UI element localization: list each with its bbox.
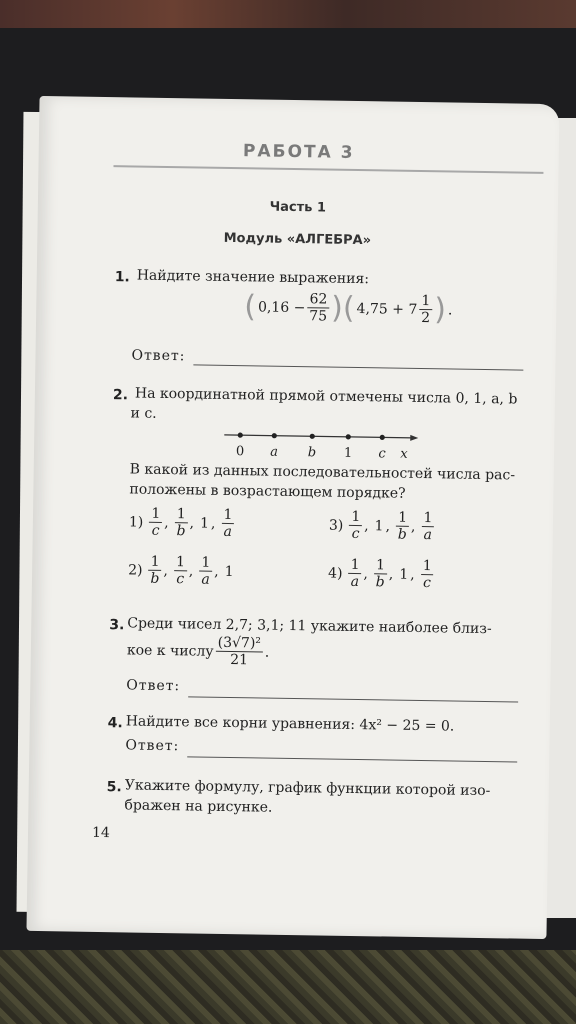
- q2-question-2: положены в возрастающем порядке?: [129, 481, 406, 502]
- option-fraction: $\frac{1}{b}$: [176, 506, 186, 540]
- page-number: 14: [91, 824, 110, 842]
- answer-option-2[interactable]: 2) $\frac{1}{b}$ , $\frac{1}{c}$ , $\frac{1}{a}$ , 1: [128, 553, 234, 588]
- q2-line-1: На координатной прямой отмечены числа 0, 1, a, b: [134, 385, 518, 408]
- q2-options: [128, 505, 530, 611]
- number-line-label: x: [400, 446, 408, 462]
- q3-number: 3.: [109, 617, 125, 634]
- option-fraction: $\frac{1}{c}$: [149, 506, 162, 539]
- background-carpet: [0, 0, 576, 28]
- q3-line-1: Среди чисел 2,7; 3,1; 11 укажите наиболее близ-: [127, 615, 492, 638]
- q4-answer-line[interactable]: [187, 756, 517, 762]
- option-fraction: $\frac{1}{a}$: [348, 557, 361, 590]
- option-label: 2): [128, 561, 143, 579]
- number-line-point: [272, 433, 277, 438]
- number-line: [222, 427, 423, 466]
- option-fraction: $\frac{1}{a}$: [421, 510, 434, 543]
- number-line-point: [346, 434, 351, 439]
- option-fraction: $\frac{1}{c}$: [349, 509, 362, 542]
- option-term: 1: [224, 563, 234, 580]
- q5-line-1: Укажите формулу, график функции которой изо-: [124, 777, 491, 800]
- option-term: 1: [199, 515, 210, 532]
- part-heading: Часть 1: [269, 199, 327, 216]
- page-title: РАБОТА 3: [242, 141, 355, 163]
- q1-answer-label: Ответ:: [131, 347, 186, 365]
- number-line-point: [380, 435, 385, 440]
- q1-expr-b: 4,75 + 7: [356, 300, 418, 318]
- q3-line-2: кое к числу $\frac{\text{(3√7)²}}{21}$ .: [126, 634, 270, 669]
- title-rule: [113, 165, 543, 174]
- answer-option-3[interactable]: 3) $\frac{1}{c}$ , 1 , $\frac{1}{b}$ , $\frac{1}{a}$: [328, 508, 433, 544]
- q3-answer-label: Ответ:: [126, 677, 181, 695]
- number-line-point: [238, 433, 243, 438]
- number-line-label: b: [307, 445, 317, 461]
- option-fraction: $\frac{1}{c}$: [420, 558, 433, 591]
- q4-text: Найдите все корни уравнения: 4x² − 25 = 0.: [125, 713, 455, 735]
- q1-expression: ( 0,16 − $\frac{62}{75}$ )( 4,75 + 7 $\frac{1}{2}$ ) .: [244, 289, 453, 328]
- answer-option-4[interactable]: 4) $\frac{1}{a}$ , $\frac{1}{b}$ , 1 , $\frac{1}{c}$: [328, 556, 432, 592]
- number-line-label: 0: [235, 444, 245, 460]
- workbook-page: [26, 96, 559, 939]
- answer-option-1[interactable]: 1) $\frac{1}{c}$ , $\frac{1}{b}$ , 1 , $\frac{1}{a}$: [128, 505, 233, 541]
- q3-answer-line[interactable]: [188, 696, 518, 702]
- option-label: 1): [128, 513, 144, 531]
- q4-number: 4.: [107, 715, 123, 732]
- q3-fraction: $\frac{\text{(3√7)²}}{21}$: [215, 635, 263, 669]
- number-line-arrow: [410, 435, 418, 441]
- option-fraction: $\frac{1}{a}$: [221, 507, 234, 540]
- number-line-label: a: [270, 444, 279, 460]
- q1-expr-a: 0,16 −: [257, 298, 306, 316]
- module-heading: Модуль «АЛГЕБРА»: [223, 230, 372, 249]
- option-fraction: $\frac{1}{b}$: [375, 557, 386, 591]
- q1-fraction-1: $\frac{62}{75}$: [309, 291, 328, 325]
- number-line-label: c: [378, 446, 386, 462]
- number-line-label: 1: [343, 445, 353, 461]
- option-term: 1: [399, 566, 409, 583]
- q2-number: 2.: [112, 387, 129, 404]
- q1-answer-line[interactable]: [193, 364, 523, 370]
- background-rug: [0, 950, 576, 1024]
- option-fraction: $\frac{1}{c}$: [174, 554, 187, 587]
- option-label: 3): [328, 517, 344, 534]
- number-line-point: [310, 434, 315, 439]
- q5-line-2: бражен на рисунке.: [124, 797, 273, 816]
- option-fraction: $\frac{1}{b}$: [397, 509, 408, 543]
- q5-number: 5.: [106, 779, 122, 796]
- q2-line-2: и c.: [130, 405, 157, 422]
- q1-number: 1.: [114, 269, 130, 286]
- option-fraction: $\frac{1}{b}$: [150, 553, 160, 587]
- q1-text: Найдите значение выражения:: [136, 267, 370, 288]
- q1-fraction-2: $\frac{1}{2}$: [421, 292, 431, 327]
- option-label: 4): [328, 565, 343, 582]
- q4-answer-label: Ответ:: [125, 737, 180, 755]
- q2-question-1: В какой из данных последовательностей числа рас-: [129, 461, 516, 484]
- option-term: 1: [374, 517, 384, 534]
- option-fraction: $\frac{1}{a}$: [199, 555, 212, 588]
